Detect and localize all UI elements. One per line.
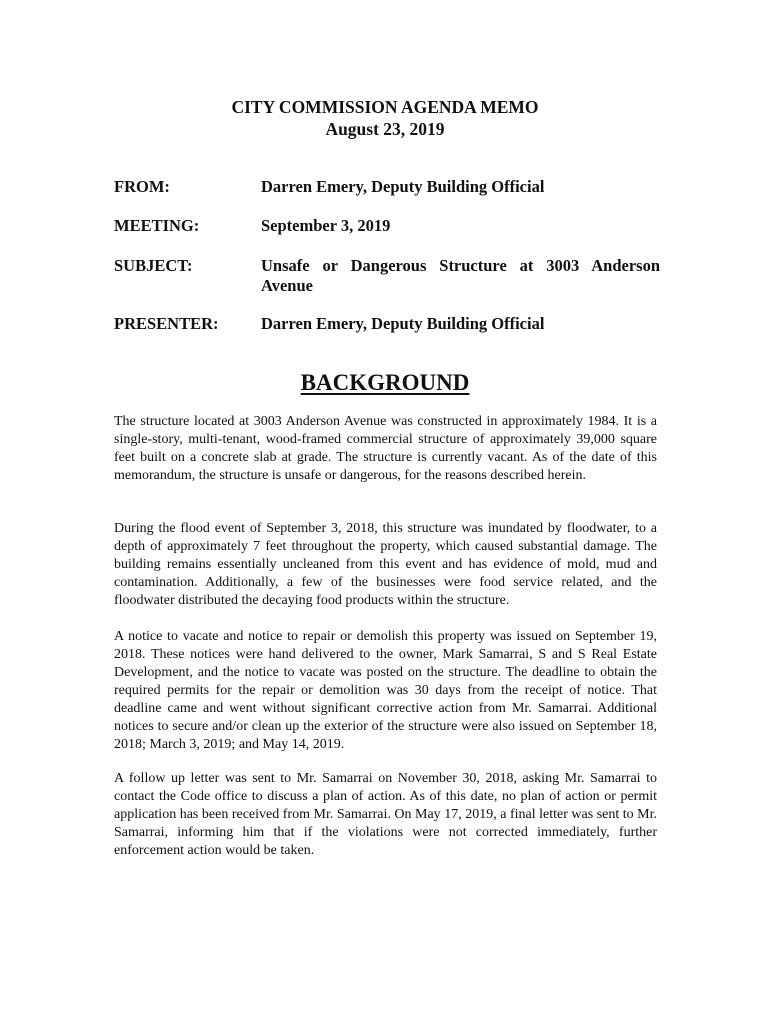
meeting-label: MEETING: [114, 216, 200, 235]
from-value: Darren Emery, Deputy Building Official [261, 177, 545, 196]
background-paragraph: The structure located at 3003 Anderson Avenue was constructed in approximately 1984. It is a single-story, multi-tenant, wood-framed commercial structure of approximately 39,000 square feet built on a concrete slab at grade. The structure is currently vacant. As of the date of this memorandum, the structure is unsafe or dangerous, for the reasons described herein. [114, 414, 657, 483]
presenter-value: Darren Emery, Deputy Building Official [261, 314, 545, 333]
background-paragraph: During the flood event of September 3, 2018, this structure was inundated by floodwater, to a depth of approximately 7 feet throughout the property, which caused substantial damage. The building remains essentially uncleaned from this event and has evidence of mold, mud and contamination. Additionally, a few of the businesses were food service related, and the floodwater distributed the decaying food products within the structure. [114, 521, 657, 608]
memo-title: CITY COMMISSION AGENDA MEMO [231, 97, 539, 117]
meeting-value: September 3, 2019 [261, 216, 391, 235]
from-label: FROM: [114, 177, 170, 196]
background-paragraph: A follow up letter was sent to Mr. Samarrai on November 30, 2018, asking Mr. Samarrai to contact the Code office to discuss a plan of action. As of this date, no plan of action or permit application has been received from Mr. Samarrai. On May 17, 2019, a final letter was sent to Mr. Samarrai, informing him that if the violations were not corrected immediately, further enforcement action would be taken. [114, 771, 657, 858]
subject-value: Unsafe or Dangerous Structure at 3003 Anderson Avenue [261, 256, 660, 295]
presenter-label: PRESENTER: [114, 314, 219, 333]
background-paragraph: A notice to vacate and notice to repair or demolish this property was issued on September 19, 2018. These notices were hand delivered to the owner, Mark Samarrai, S and S Real Estate Development, and the notice to vacate was posted on the structure. The deadline to obtain the required permits for the repair or demolition was 30 days from the receipt of notice. That deadline came and went without significant corrective action from Mr. Samarrai. Additional notices to secure and/or clean up the exterior of the structure were also issued on September 18, 2018; March 3, 2019; and May 14, 2019. [114, 629, 657, 752]
subject-label: SUBJECT: [114, 256, 193, 275]
background-heading: BACKGROUND [300, 370, 470, 395]
memo-date: August 23, 2019 [325, 119, 445, 139]
